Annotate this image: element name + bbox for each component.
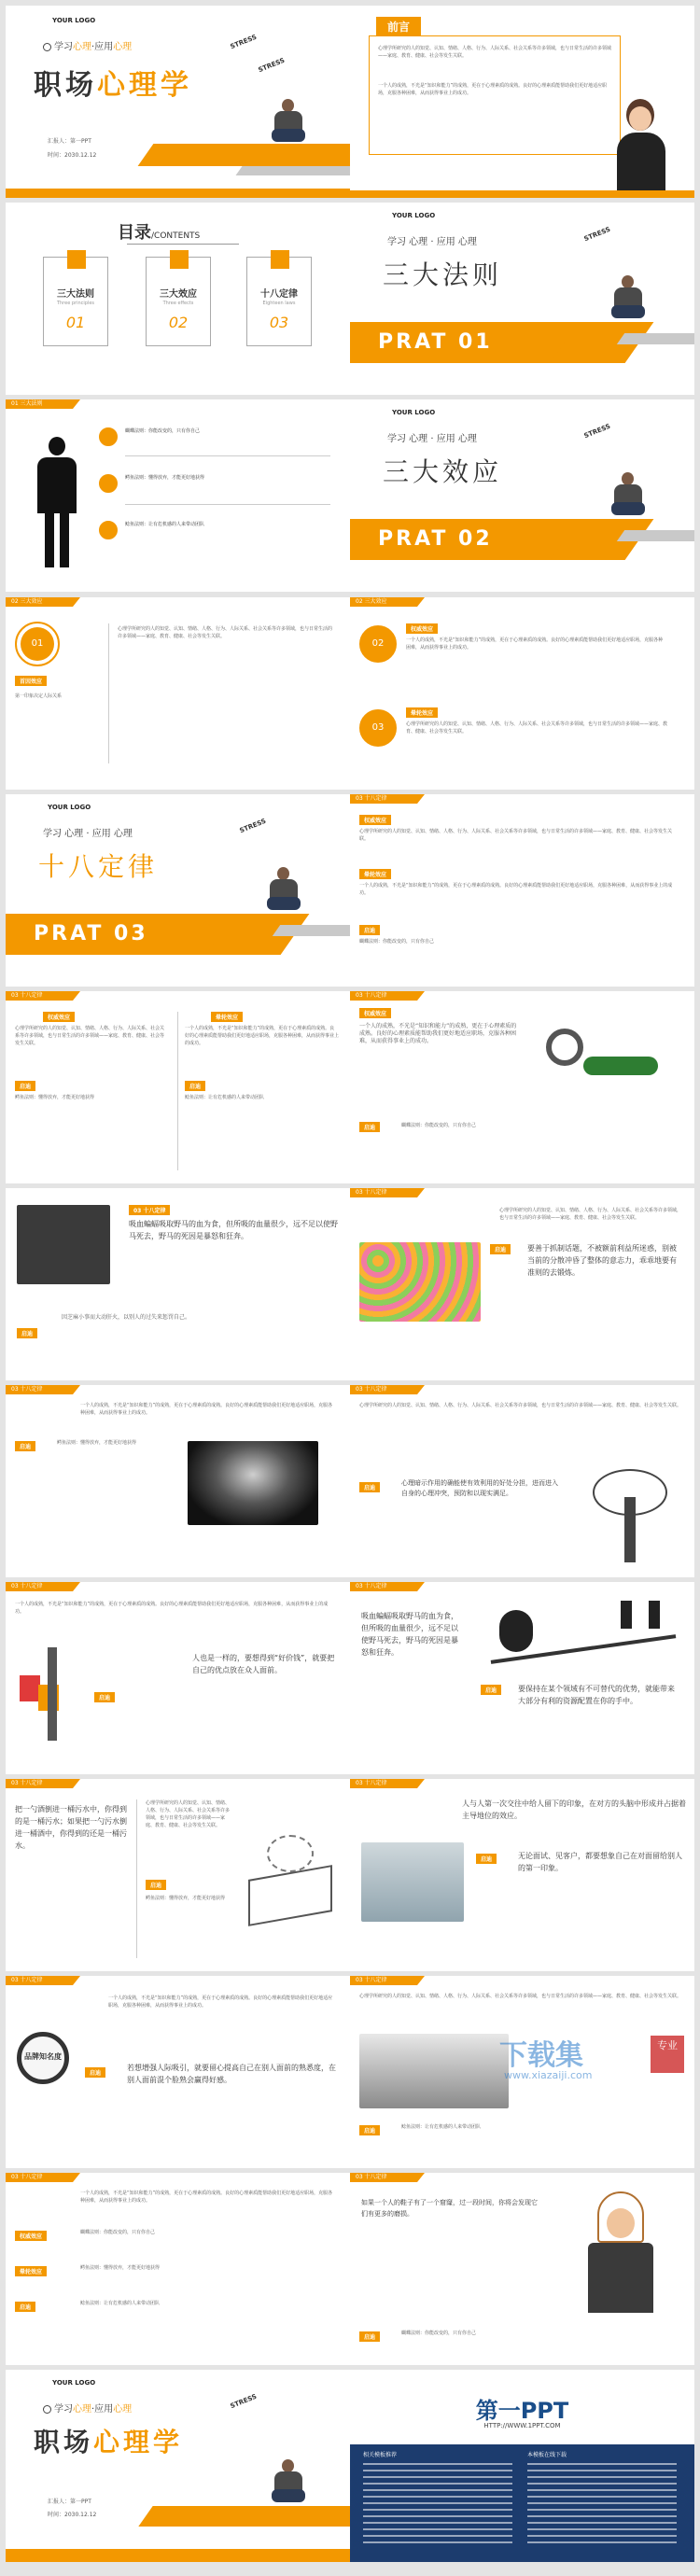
document-icon (170, 250, 189, 269)
thinking-woman-image (613, 99, 669, 198)
candies-image (359, 1242, 481, 1322)
slide-header-tag: 03 十八定律 (350, 794, 417, 804)
foreword-paragraph: 心理学所研究的人的知觉、认知、情绪、人格、行为、人际关系、社会关系等许多领域，也与日常生活的许多领域——家庭、教育、健康、社会等发生关联。 (378, 46, 612, 59)
watermark-text: 下载集 (499, 2039, 583, 2072)
slide-first-impression[interactable]: 02 三大效应 01 首因效应 第一印象决定人际关系 心理学所研究的人的知觉、认知、情绪、人格、行为、人际关系、社会关系等许多领域，也与日常生活的许多领域——家庭、教育、健康、社会等发生关联。 (6, 597, 350, 790)
shopping-woman-image (20, 1647, 76, 1741)
slide-section-02[interactable] (350, 399, 694, 592)
slide-law-shopping[interactable]: 03 十八定律 一个人的成熟，不光是“知识和能力”的成熟，更在于心理素质的成熟。良好的心理素质能帮助我们更好地适应职场，克服各种困难，从而获得事业上的成功。 启迪 人也是一样的，要想得到“好价钱”，就要把自己的优点放在众人面前。 (6, 1582, 350, 1774)
number-circle: 03 (359, 709, 397, 747)
smile-icon (43, 43, 51, 51)
slide-header-tag: 03 十八定律 (350, 1188, 417, 1197)
law-text: 心理学所研究的人的知觉、认知、情绪、人格、行为、人际关系、社会关系等许多领域，也与日常生活的许多领域——家庭、教育、健康、社会等发生关联。 (359, 829, 673, 842)
leaping-man-image (359, 2034, 509, 2108)
stress-word: STRESS (229, 2392, 259, 2411)
slide-header-tag: 03 十八定律 (6, 2173, 73, 2182)
law-text: 吸血蝙蝠吸取野马的血为食，但所吸的血量很少，远不足以使野马死去，野马的死因是暴怒和狂奔。 (129, 1220, 338, 1240)
part-label: PRAT 02 (378, 527, 493, 551)
stress-word: STRESS (582, 422, 612, 441)
slide-foreword[interactable] (350, 6, 694, 198)
section-title: 三大效应 (383, 456, 503, 487)
cover-subtitle: 学习心理·应用心理 (43, 2401, 132, 2415)
logo: YOUR LOGO (392, 212, 436, 219)
slide-header-tag: 03 十八定律 (350, 2173, 417, 2182)
slide-section-03[interactable] (6, 794, 350, 987)
slide-law-spotlight[interactable]: 03 十八定律 一个人的成熟，不光是“知识和能力”的成熟，更在于心理素质的成熟。良好的心理素质能帮助我们更好地适应职场，克服各种困难，从而获得事业上的成功。 启迪 鳄鱼法则：懂得放弃，才能更好地获得 (6, 1385, 350, 1577)
law-text: 无论面试、见客户，都要想象自己在对面留给别人的第一印象。 (518, 1852, 682, 1872)
slide-law-handshake[interactable]: 03 十八定律 人与人第一次交往中给人留下的印象，在对方的头脑中形成并占据着主导地位的效应。 启迪 无论面试、见客户，都要想象自己在对面留给别人的第一印象。 (350, 1779, 694, 1971)
law-text: 若想增强人际吸引，就要留心提高自己在别人面前的熟悉度，在别人面前混个脸熟会赢得好感。 (127, 2064, 336, 2084)
logo: YOUR LOGO (52, 2379, 96, 2387)
logo: YOUR LOGO (392, 409, 436, 416)
spotlight-image (188, 1441, 318, 1525)
toc-item-3[interactable]: 十八定律 Eighteen laws 03 (246, 257, 312, 346)
foreword-paragraph: 一个人的成熟，不光是“知识和能力”的成熟，更在于心理素质的成熟。良好的心理素质能帮助我们更好地适应职场，克服各种困难，从而获得事业上的成功。 (378, 83, 608, 96)
crocodile-icon (99, 474, 118, 493)
document-icon (271, 250, 289, 269)
slide-header-tag: 01 三大法则 (6, 399, 73, 409)
tree-drawing-image (583, 1469, 677, 1562)
slide-advert[interactable] (350, 2370, 694, 2562)
law-text: 要善于抓制话题，不被额前利益所迷惑，别被当前的分散冲昏了整体的意志力，乖乖地要有准则的去锻炼。 (527, 1244, 677, 1277)
birdcage-man-image (574, 2191, 667, 2313)
slide-header-tag: 03 十八定律 (350, 1582, 417, 1591)
slide-header-tag: 03 十八定律 (6, 1976, 73, 1985)
cover-subtitle: 学习心理·应用心理 (43, 38, 132, 52)
bottom-bar (6, 2549, 350, 2562)
section-subtitle: 学习 心理 · 应用 心理 (387, 434, 477, 444)
slide-law-tree[interactable]: 03 十八定律 心理学所研究的人的知觉、认知、情绪、人格、行为、人际关系、社会关系等许多领域，也与日常生活的许多领域——家庭、教育、健康、社会等发生关联。 启迪 心理暗示作用的确能使有效利用的好处分担，进而进入自身的心理冲突，预防和以现实满足。 (350, 1385, 694, 1577)
law-text: 一个人的成熟，不光是“知识和能力”的成熟，更在于心理素质的成熟。良好的心理素质能帮助我们更好地适应职场，克服各种困难，从而获得事业上的成功。 (359, 883, 673, 896)
box-drawing-image (239, 1816, 342, 1928)
bottom-bar (6, 189, 350, 198)
stressed-person-image (267, 867, 301, 912)
magnifier-image (537, 1019, 677, 1094)
brand-logo: 第一PPT (475, 2398, 569, 2424)
date: 时间：2030.12.12 (48, 2512, 97, 2518)
part-label: PRAT 03 (34, 922, 148, 945)
cover-title: 职场心理学 (34, 69, 192, 102)
slide-cover[interactable] (6, 6, 350, 198)
slide-header-tag: 03 十八定律 (350, 1976, 417, 1985)
magnifier-brand-image: 品牌知名度 (17, 2032, 69, 2084)
toc-item-1[interactable]: 三大法则 Three principles 01 (43, 257, 108, 346)
slide-law-candy[interactable]: 03 十八定律 心理学所研究的人的知觉、认知、情绪、人格、行为、人际关系、社会关系等许多领域，也与日常生活的许多领域——家庭、教育、健康、社会等发生关联。 启迪 要善于抓制话题，不被额前利益所迷惑，别被当前的分散冲昏了整体的意志力，乖乖地要有准则的去锻炼。 (350, 1188, 694, 1380)
slide-section-01[interactable] (350, 203, 694, 395)
stressed-person-image (272, 2459, 305, 2504)
smile-icon (43, 2405, 51, 2414)
section-subtitle: 学习 心理 · 应用 心理 (387, 237, 477, 247)
orange-band (138, 144, 350, 166)
divider (127, 244, 239, 245)
end-title: 职场心理学 (34, 2427, 184, 2457)
slide-header-tag: 03 十八定律 (350, 1779, 417, 1788)
slide-header-tag: 03 十八定律 (6, 1385, 73, 1394)
recommend-heading: 相关模板推荐 (363, 2452, 398, 2458)
stress-word: STRESS (582, 225, 612, 244)
part-label: PRAT 01 (378, 330, 493, 354)
stress-word: STRESS (257, 56, 287, 75)
law-item: 鲶鱼法则：让有危机感的人来带动团队 (125, 522, 205, 527)
watermark-url: www.xiazaiji.com (504, 2069, 593, 2081)
document-icon (67, 250, 86, 269)
foreword-title: 前言 (376, 17, 421, 36)
section-title: 三大法则 (383, 259, 503, 290)
seesaw-businessmen-image (481, 1601, 686, 1666)
butterfly-icon (99, 427, 118, 446)
watermark-seal: 专业 (651, 2036, 684, 2073)
slide-law-list[interactable]: 03 十八定律 权威效应 心理学所研究的人的知觉、认知、情绪、人格、行为、人际关系、社会关系等许多领域，也与日常生活的许多领域——家庭、教育、健康、社会等发生关联。 晕轮效应 一个人的成熟，不光是“知识和能力”的成熟，更在于心理素质的成熟。良好的心理素质能帮助我们更好地适应职场，克服各种困难，从而获得事业上的成功。 启迪 蝴蝶法则：你能改变的，只有你自己 (350, 794, 694, 987)
slide-law-wine[interactable]: 03 十八定律 把一勺酒倒进一桶污水中，你得到的是一桶污水；如果把一勺污水倒进一桶酒中，你得到的还是一桶污水。 心理学所研究的人的知觉、认知、情绪、人格、行为、人际关系、社会关系等许多领域，也与日常生活的许多领域——家庭、教育、健康、社会等发生关联。 启迪 鳄鱼法则：懂得放弃，才能更好地获得 (6, 1779, 350, 1971)
law-text: 要保持在某个领域有不可替代的优势，就能带来大部分有利的资源配置在你的手中。 (518, 1685, 675, 1705)
section-subtitle: 学习 心理 · 应用 心理 (43, 829, 133, 839)
reporter: 汇报人：第一PPT (48, 2499, 91, 2505)
download-heading: 本模板在线下载 (527, 2452, 567, 2458)
law-item: 蝴蝶法则：你能改变的，只有你自己 (125, 428, 201, 434)
slide-end[interactable] (6, 2370, 350, 2562)
effect-tag: 首因效应 (15, 676, 47, 686)
effect-tag: 晕轮效应 (406, 707, 438, 718)
gray-band (235, 166, 350, 175)
slide-law-bat[interactable]: 03 十八定律 吸血蝙蝠吸取野马的血为食，但所吸的血量很少，远不足以使野马死去，野马的死因是暴怒和狂奔。 启迪 因芝麻小事而大动肝火，以别人的过失来惩罚自己。 (6, 1188, 350, 1380)
effect-description: 一个人的成熟，不光是“知识和能力”的成熟，更在于心理素质的成熟。良好的心理素质能帮助我们更好地适应职场，克服各种困难，从而获得事业上的成功。 (406, 637, 664, 651)
effect-description: 心理学所研究的人的知觉、认知、情绪、人格、行为、人际关系、社会关系等许多领域，也与日常生活的许多领域——家庭、教育、健康、社会等发生关联。 (406, 721, 668, 735)
logo: YOUR LOGO (48, 804, 91, 811)
stressed-person-image (272, 99, 305, 144)
effect-caption: 第一印象决定人际关系 (15, 693, 63, 699)
bottom-bar (350, 190, 694, 198)
slide-law-tool[interactable]: 03 十八定律 权威效应 一个人的成熟，不光是“知识和能力”的成熟，更在于心理素质的成熟。良好的心理素质能帮助我们更好地适应职场，克服各种困难，从而获得事业上的成功。 启迪 蝴蝶法则：你能改变的，只有你自己 (350, 991, 694, 1183)
slide-law-summary[interactable]: 03 十八定律 一个人的成熟，不光是“知识和能力”的成熟，更在于心理素质的成熟。良好的心理素质能帮助我们更好地适应职场，克服各种困难，从而获得事业上的成功。 权威效应 蝴蝶法则：你能改变的，只有你自己 晕轮效应 鳄鱼法则：懂得放弃，才能更好地获得 启迪 鲶鱼法则：让有危机感的人来带动团队 (6, 2173, 350, 2365)
sad-man-image (17, 1205, 110, 1284)
law-text: 如果一个人的鞋子有了一个窟窿，过一段时间，你将会发现它们有更多的磨损。 (361, 2199, 538, 2218)
stressed-person-image (611, 275, 645, 320)
fish-icon (99, 521, 118, 539)
slide-law-columns[interactable]: 03 十八定律 权威效应 心理学所研究的人的知觉、认知、情绪、人格、行为、人际关系、社会关系等许多领域，也与日常生活的许多领域——家庭、教育、健康、社会等发生关联。 启迪 鳄鱼法则：懂得放弃，才能更好地获得 晕轮效应 一个人的成熟，不光是“知识和能力”的成熟，更在于心理素质的成熟。良好的心理素质能帮助我们更好地适应职场，克服各种困难，从而获得事业上的成功。 启迪 鲶鱼法则：让有危机感的人来带动团队 (6, 991, 350, 1183)
law-text: 心理暗示作用的确能使有效利用的好处分担，进而进入自身的心理冲突，预防和以现实满足。 (401, 1479, 558, 1497)
slide-header-tag: 03 十八定律 (6, 991, 73, 1001)
logo: YOUR LOGO (52, 17, 96, 24)
slide-law-brand[interactable]: 03 十八定律 品牌知名度 一个人的成熟，不光是“知识和能力”的成熟，更在于心理素质的成熟。良好的心理素质能帮助我们更好地适应职场，克服各种困难，从而获得事业上的成功。 启迪 若想增强人际吸引，就要留心提高自己在别人面前的熟悉度，在别人面前混个脸熟会赢得好感。 (6, 1976, 350, 2168)
law-item: 鳄鱼法则：懂得放弃，才能更好地获得 (125, 475, 205, 481)
slide-header-tag: 02 三大效应 (6, 597, 73, 607)
slide-header-tag: 03 十八定律 (350, 1385, 417, 1394)
link-list[interactable] (527, 2463, 677, 2547)
section-title: 十八定律 (38, 851, 159, 882)
slide-law-shoes[interactable]: 03 十八定律 如果一个人的鞋子有了一个窟窿，过一段时间，你将会发现它们有更多的磨损。 启迪 蝴蝶法则：你能改变的，只有你自己 (350, 2173, 694, 2365)
date: 时间：2030.12.12 (48, 152, 97, 159)
stress-word: STRESS (238, 817, 268, 835)
slide-three-principles[interactable] (6, 399, 350, 592)
slide-header-tag: 03 十八定律 (6, 1779, 73, 1788)
link-list[interactable] (363, 2463, 512, 2547)
stressed-person-image (611, 472, 645, 517)
slide-law-seesaw[interactable]: 03 十八定律 吸血蝙蝠吸取野马的血为食，但所吸的血量很少，远不足以使野马死去，野马的死因是暴怒和狂奔。 启迪 要保持在某个领域有不可替代的优势，就能带来大部分有利的资源配置在你的手中。 (350, 1582, 694, 1774)
law-text: 蝴蝶法则：你能改变的，只有你自己 (359, 939, 435, 945)
effect-tag: 权威效应 (406, 623, 438, 634)
law-text: 把一勺酒倒进一桶污水中，你得到的是一桶污水；如果把一勺污水倒进一桶酒中，你得到的还是一桶污水。 (15, 1805, 127, 1850)
slide-header-tag: 03 十八定律 (6, 1582, 73, 1591)
slide-authority-halo[interactable] (350, 597, 694, 790)
effect-description: 心理学所研究的人的知觉、认知、情绪、人格、行为、人际关系、社会关系等许多领域，也与日常生活的许多领域——家庭、教育、健康、社会等发生关联。 (118, 626, 333, 639)
slide-law-cliff[interactable]: 03 十八定律 心理学所研究的人的知觉、认知、情绪、人格、行为、人际关系、社会关系等许多领域，也与日常生活的许多领域——家庭、教育、健康、社会等发生关联。 启迪 鲶鱼法则：让有危机感的人来带动团队 下载集 www.xiazaiji.com 专业 (350, 1976, 694, 2168)
slide-header-tag: 03 十八定律 (350, 991, 417, 1001)
stress-word: STRESS (229, 33, 259, 51)
number-circle: 02 (359, 625, 397, 663)
reporter: 汇报人：第一PPT (48, 138, 91, 145)
businessman-silhouette (34, 437, 80, 567)
toc-item-2[interactable]: 三大效应 Three effects 02 (146, 257, 211, 346)
law-text: 人也是一样的，要想得到“好价钱”，就要把自己的优点放在众人面前。 (192, 1654, 335, 1674)
law-text: 人与人第一次交往中给人留下的印象，在对方的头脑中形成并占据着主导地位的效应。 (462, 1799, 686, 1820)
toc-title: 目录/CONTENTS (118, 223, 201, 243)
slide-header-tag: 02 三大效应 (350, 597, 417, 607)
handshake-image (361, 1842, 464, 1922)
slide-toc[interactable] (6, 203, 350, 395)
brand-url[interactable]: HTTP://WWW.1PPT.COM (483, 2422, 561, 2429)
